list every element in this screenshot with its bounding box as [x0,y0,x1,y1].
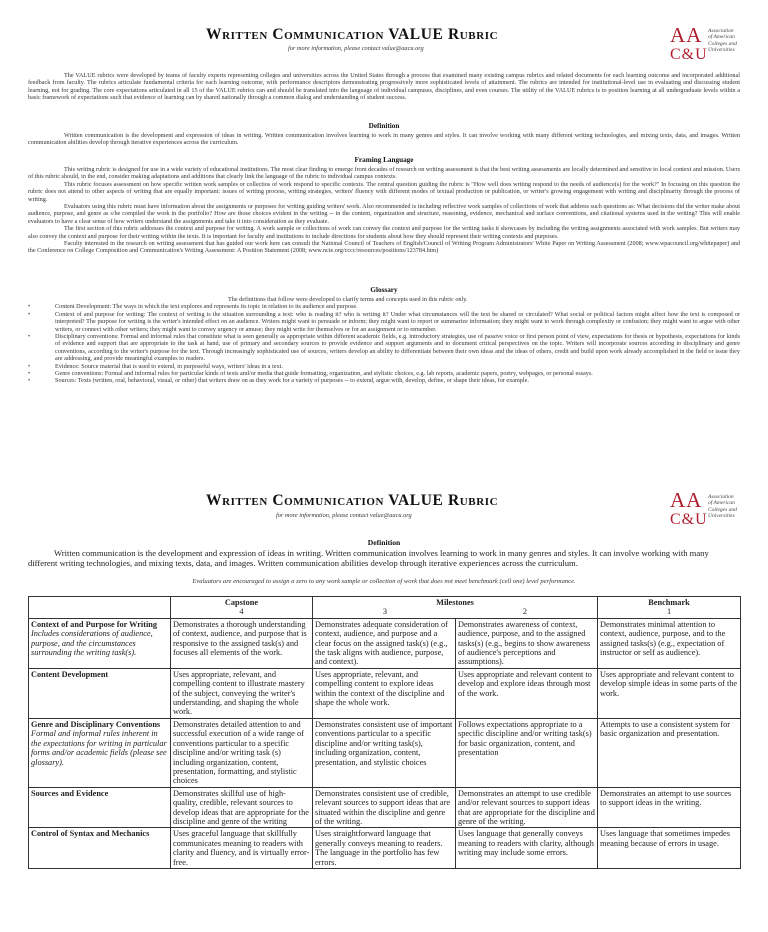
page2-definition-heading: Definition [367,538,401,547]
rubric-cell: Demonstrates an attempt to use credible and/or relevant sources to support ideas that are appropriate for the discipline and genre of the writing. [456,787,598,828]
criterion-name: Content Development [31,669,109,679]
rubric-cell: Demonstrates consistent use of credible, relevant sources to support ideas that are situated within the discipline and genre of the writing. [313,787,456,828]
rubric-cell: Uses language that sometimes impedes meaning because of errors in usage. [598,828,741,869]
definition-paragraph: Written communication is the development and expression of ideas in writing. Written communication involves learning to work in many genres and styles. It can involve working with many different writing technologies, and mixing texts, data, and images. Written communication abilities develop through iterative experiences across the curriculum. [28,132,740,147]
intro-section [28,72,740,102]
header-milestones [313,597,598,619]
framing-paragraph: Faculty interested in the research on writing assessment that has guided our work here can consult the National Council of Teachers of English/Council of Writing Program Administrators' White Paper on Writing Assessment (2008; www.wpacouncil.org/whitepaper) and the Conference on College Composition and Communication's Writing Assessment: A Position Statement (2008; www.ncte.org/cccc/resources/positions/123784.htm) [28,240,740,255]
header-capstone-label: Capstone [224,598,259,607]
logo-letters-bottom: C&U [670,511,708,528]
criterion-description: Formal and informal rules inherent in the expectations for writing in particular forms and/or academic fields (please see glossary). [31,729,167,767]
page2-subtitle: for more information, please contact value@aacu.org [276,512,412,519]
definition-section [28,132,740,147]
rubric-cell: Demonstrates a thorough understanding of context, audience, and purpose that is responsive to the assigned task(s) and focuses all elements of the work. [171,618,313,668]
rubric-cell: Demonstrates an attempt to use sources to support ideas in the writing. [598,787,741,828]
logo-text [708,28,737,53]
header-empty-cell [29,597,171,619]
criterion-name: Genre and Disciplinary Conventions [31,719,161,729]
logo-text-line: Universities [708,512,735,519]
header-capstone [171,597,313,619]
criterion-cell [29,668,171,718]
logo-text-line: Association [708,28,734,34]
logo-letters-top: AA [670,23,703,47]
rubric-cell: Demonstrates consistent use of important conventions particular to a specific discipline and/or writing task(s), including organization, content, presentation, and stylistic choices [313,718,456,787]
logo-text-line: Association [708,494,734,500]
criterion-cell [29,787,171,828]
rubric-cell: Uses appropriate, relevant, and compelling content to illustrate mastery of the subject, conveying the writer's understanding, and shaping the whole work. [171,668,313,718]
rubric-cell: Follows expectations appropriate to a specific discipline and/or writing task(s) for basic organization, content, and presentation [456,718,598,787]
rubric-cell: Uses graceful language that skillfully communicates meaning to readers with clarity and fluency, and is virtually error-free. [171,828,313,869]
glossary-item: • Sources: Texts (written, oral, behavioral, visual, or other) that writers draw on as they work for a variety of purposes -- to extend, argue with, develop, define, or shape their ideas, for example. [28,377,529,385]
criterion-description: Includes considerations of audience, purpose, and the circumstances surrounding the writing task(s). [31,629,153,658]
table-row [29,718,741,787]
rubric-table [28,596,741,869]
page2-definition-paragraph: Written communication is the development and expression of ideas in writing. Written communication involves learning to work in many genres and styles. It can involve working with many different writing technologies, and mixing texts, data, and images. Written communication abilities develop through iterative experiences across the curriculum. [28,548,709,569]
glossary-heading: Glossary [370,286,398,294]
rubric-cell: Demonstrates awareness of context, audience, purpose, and to the assigned tasks(s) (e.g., begins to show awareness of audience's perceptions and assumptions). [456,618,598,668]
framing-paragraph: This rubric focuses assessment on how specific written work samples or collectios of work respond to specific contexts. The central question guiding the rubric is "How well does writing respond to the needs of audience(s) for the work?" In focusing on this question the rubric does not attend to other aspects of writing that are equally important: issues of writing process, writing strategies, writers' fluency with different modes of textual production or publication, or writer's growing engagement with writing and disciplinarity through the process of writing. [28,180,740,203]
page-title: Written Communication VALUE Rubric [206,26,499,43]
rubric-cell: Uses language that generally conveys meaning to readers with clarity, although writing may include some errors. [456,828,598,869]
intro-paragraph: The VALUE rubrics were developed by teams of faculty experts representing colleges and universities across the United States through a process that examined many existing campus rubrics and related documents for each learning outcome and incorporated additional feedback from faculty. The rubrics articulate fundamental criteria for each learning outcome, with performance descriptors demonstrating progressively more sophisticated levels of attainment. The rubrics are intended for institutional-level use in evaluating and discussing student learning, not for grading. The core expectations articulated in all 15 of the VALUE rubrics can and should be translated into the language of individual campuses, disciplines, and even courses. The utility of the VALUE rubrics is to position learning at all undergraduate levels within a basic framework of expectations such that evidence of learning can by shared nationally through a common dialog and understanding of student success. [28,72,740,102]
header-benchmark-label: Benchmark [648,598,690,607]
logo-text-line: Universities [708,46,735,53]
rubric-cell: Demonstrates skillful use of high-quality, credible, relevant sources to develop ideas that are appropriate for the discipline and genre of the writing [171,787,313,828]
criterion-name: Sources and Evidence [31,788,109,798]
framing-section [28,166,740,255]
glossary-intro: The definitions that follow were developed to clarify terms and concepts used in this rubric only. [228,296,468,303]
glossary-item: • Genre conventions: Formal and informal rules for particular kinds of texts and/or media that guide formatting, organization, and stylistic choices, e.g. lab reports, academic papers, poetry, webpages, or personal essays. [28,370,593,378]
glossary-item: • Context of and purpose for writing: The context of writing is the situation surrounding a text: who is reading it? who is writing it? Under what circumstances will the text be shared or circulated? What social or political factors might affect how the text is composed or interpreted? The purpose for writing is the writer's intended effect on an audience. Writers might want to persuade or inform; they might want to report or summarize information; they might want to work through complexity or confusion; they might want to argue with other writers, or connect with other writers; they might want to convey urgency or amuse; they might write for themselves or for an assignment or to remember. [28,310,740,333]
criterion-name: Control of Syntax and Mechanics [31,829,150,839]
table-row [29,787,741,828]
rubric-cell: Attempts to use a consistent system for basic organization and presentation. [598,718,741,787]
criterion-name: Context of and Purpose for Writing [31,619,158,629]
rubric-cell: Demonstrates adequate consideration of context, audience, and purpose and a clear focus on the assigned task(s) (e.g., the task aligns with audience, purpose, and context). [313,618,456,668]
framing-heading: Framing Language [354,156,414,164]
evaluator-note: Evaluators are encouraged to assign a zero to any work sample or collection of work that does not meet benchmark (cell one) level performance. [192,578,576,585]
aacu-logo [670,23,708,66]
logo-letters-top: AA [670,488,703,512]
level-number: 4 [239,607,244,617]
page2-title: Written Communication VALUE Rubric [206,492,499,509]
glossary-section [28,296,740,385]
definition-heading: Definition [368,122,400,130]
aacu-logo-2 [670,488,708,531]
logo-text-line: of American [708,500,735,507]
rubric-cell: Demonstrates minimal attention to context, audience, purpose, and to the assigned tasks(s) (e.g., expectation of instructor or self as audience). [598,618,741,668]
header-milestones-label: Milestones [436,598,474,607]
framing-paragraph: This writing rubric is designed for use in a wide variety of educational institutions. The most clear finding to emerge from decades of research on writing assessment is that the best writing assessments are locally determined and sensitive to local context and mission. Users of this rubric should, in the end, consider making adaptations and additions that clearly link the language of the rubric to individual campus contexts. [28,166,740,181]
rubric-header-row [29,597,741,619]
level-number: 1 [666,607,672,617]
glossary-item: • Disciplinary conventions: Formal and informal rules that constitute what is seen generally as appropriate within different academic fields, e.g. introductory strategies, use of passive voice or first person point of view, expectations for thesis or hypothesis, expectations for kinds of evidence and support that are appropriate to the task at hand, use of primary and secondary sources to provide evidence and support arguments and to document critical perspectives on the topic. Writers will incorporate sources according to disciplinary and genre conventions, according to the writer's purpose for the text. Through increasingly sophisticated use of sources, writers develop an ability to differentiate between their own ideas and the ideas of others, credit and build upon work already accomplished in the field or issue they are addressing, and provide meaningful examples to readers. [28,333,740,363]
page-subtitle: for more information, please contact value@aacu.org [288,45,424,52]
rubric-cell: Demonstrates detailed attention to and successful execution of a wide range of conventions particular to a specific discipline and/or writing task (s) including organization, content, presentation, formatting, and stylistic choices [171,718,313,787]
rubric-cell: Uses appropriate and relevant content to develop simple ideas in some parts of the work. [598,668,741,718]
criterion-cell [29,618,171,668]
rubric-cell: Uses appropriate, relevant, and compelling content to explore ideas within the context of the discipline and shape the whole work. [313,668,456,718]
page2-definition [28,548,740,568]
logo-text-line: of American [708,34,735,41]
logo-text-line: Colleges and [708,506,737,513]
level-number: 2 [522,607,528,617]
logo-text-line: Colleges and [708,40,737,47]
glossary-item: • Content Development: The ways in which the text explores and represents its topic in relation to its audience and purpose. [28,303,358,311]
framing-paragraph: Evaluators using this rubric must have information about the assignments or purposes for writing guiding writers' work. Also recommended is including reflective work samples of collections of work that address such questions as: What decisions did the writer make about audience, purpose, and genre as s/he compiled the work in the portfolio? How are those choices evident in the writing -- in the content, organization and structure, reasoning, evidence, mechanical and surface conventions, and citational systems used in the writing? This will enable evaluators to have a clear sense of how writers understand the assignments and take it into consideration as they evaluate. [28,203,740,225]
table-row [29,828,741,869]
logo-letters-bottom: C&U [670,46,708,63]
rubric-cell: Uses straightforward language that generally conveys meaning to readers. The language in the portfolio has few errors. [313,828,456,869]
table-row [29,618,741,668]
rubric-cell: Uses appropriate and relevant content to develop and explore ideas through most of the work. [456,668,598,718]
logo-text-2 [708,494,737,519]
criterion-cell [29,718,171,787]
criterion-cell [29,828,171,869]
table-row [29,668,741,718]
level-number: 3 [382,607,388,617]
header-benchmark [598,597,741,619]
glossary-item: • Evidence: Source material that is used to extend, in purposeful ways, writers' ideas in a text. [28,362,283,370]
framing-paragraph: The first section of this rubric addresses the context and purpose for writing. A work sample or collections of work can convey the context and purpose for the writing tasks it showcases by including the writing assignments associated with work samples. But writers may also convey the context and purpose for their writing within the texts. It is important for faculty and institutions to include directions for students about how they should represent their writing contexts and purposes. [28,225,740,240]
